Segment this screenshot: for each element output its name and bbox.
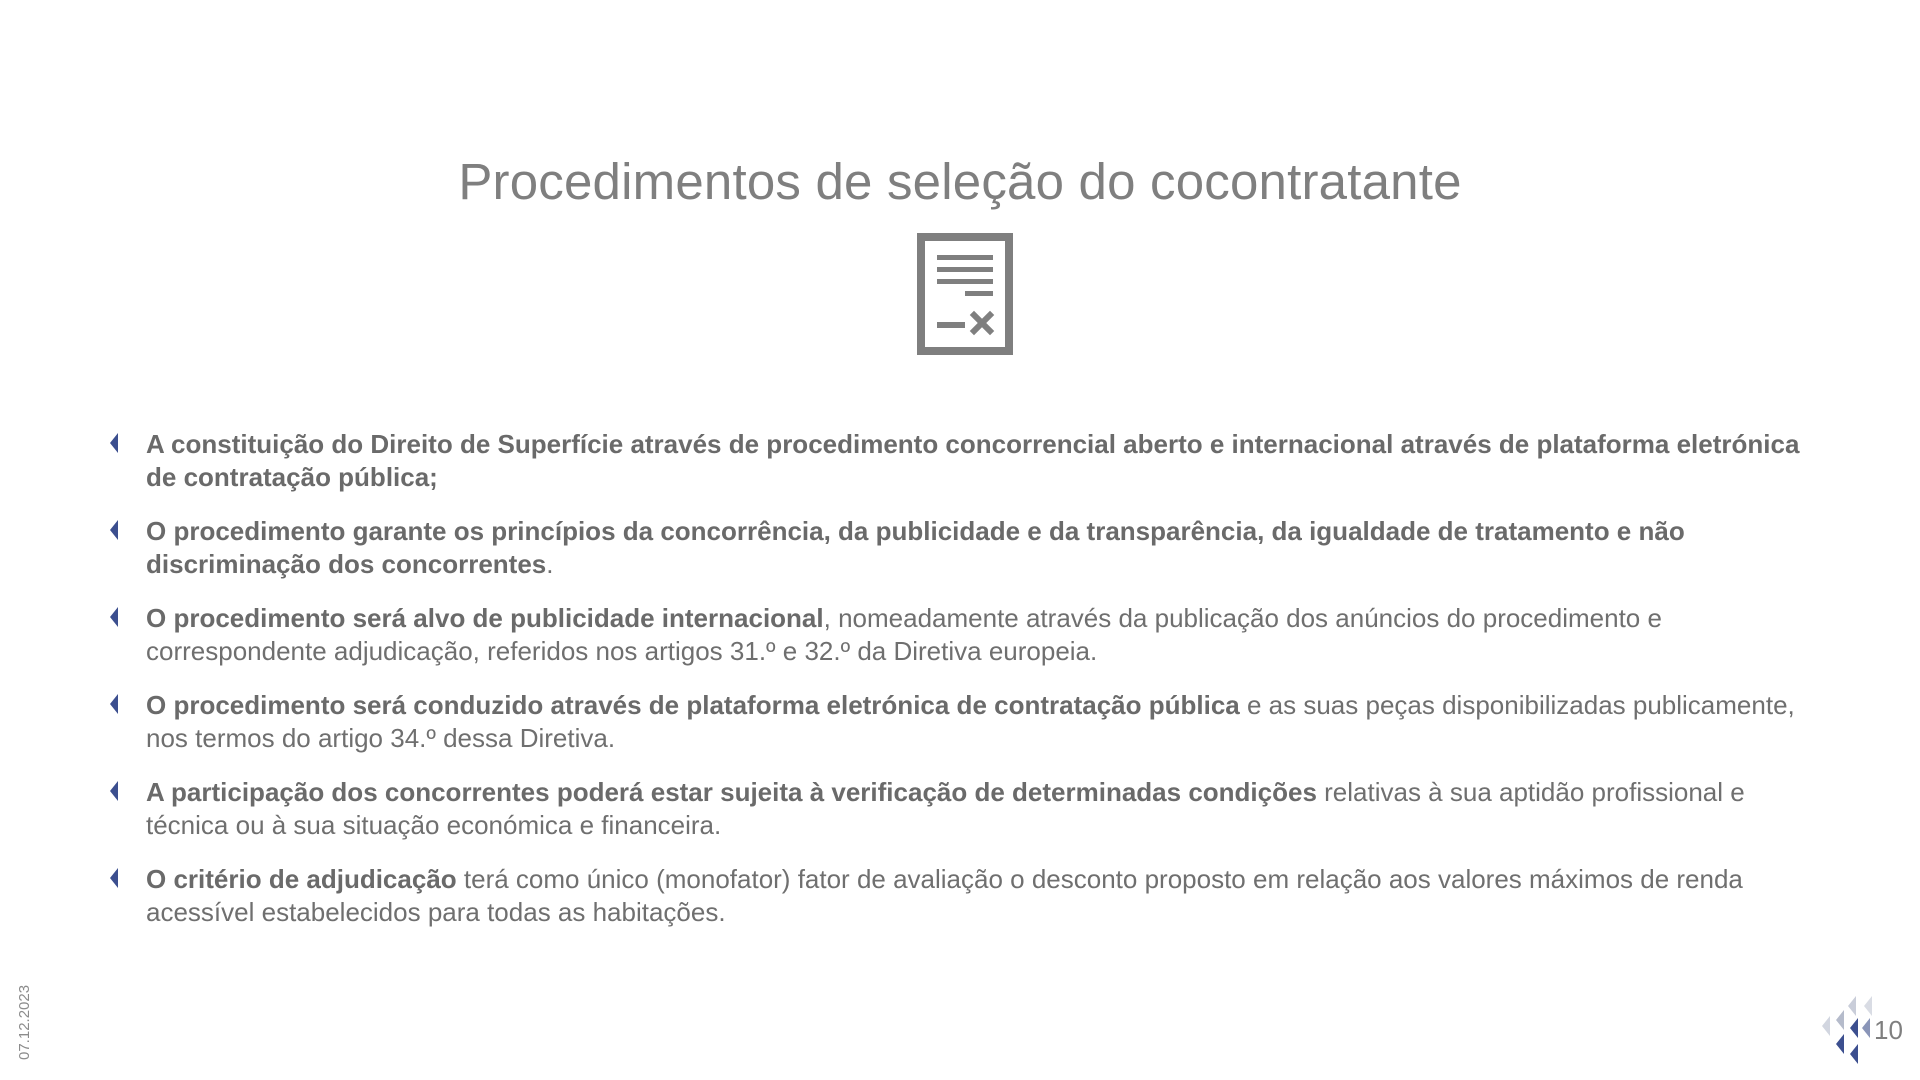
bullet-item	[108, 428, 1828, 494]
bullet-normal-text: terá como único (monofator) fator de avaliação o desconto proposto em relação aos valores máximos de renda acessível estabelecidos para todas as habitações.	[146, 864, 1743, 927]
page-number: 10	[1874, 1015, 1903, 1045]
bullet-normal-text: .	[546, 549, 554, 579]
bullet-bold-text: A constituição do Direito de Superfície através de procedimento concorrencial aberto e internacional através de plataforma eletrónica de contratação pública;	[146, 429, 1800, 492]
bullet-arrow-icon	[108, 606, 120, 628]
bullet-bold-text: O procedimento será conduzido através de plataforma eletrónica de contratação pública	[146, 690, 1240, 720]
bullet-item	[108, 515, 1828, 581]
bullet-normal-text: relativas à sua aptidão profissional e técnica ou à sua situação económica e financeira.	[146, 777, 1745, 840]
bullet-item	[108, 689, 1828, 755]
bullet-item	[108, 863, 1828, 929]
bullet-arrow-icon	[108, 519, 120, 541]
bullet-bold-text: O procedimento será alvo de publicidade internacional	[146, 603, 824, 633]
bullet-item	[108, 602, 1828, 668]
bullet-arrow-icon	[108, 432, 120, 454]
bullet-normal-text: , nomeadamente através da publicação dos anúncios do procedimento e correspondente adjudicação, referidos nos artigos 31.º e 32.º da Diretiva europeia.	[146, 603, 1662, 666]
bullet-bold-text: O critério de adjudicação	[146, 864, 457, 894]
bullet-bold-text: A participação dos concorrentes poderá estar sujeita à verificação de determinadas condições	[146, 777, 1317, 807]
bullet-arrow-icon	[108, 780, 120, 802]
bullet-list	[108, 428, 1828, 950]
bullet-arrow-icon	[108, 867, 120, 889]
slide-title: Procedimentos de seleção do cocontratante	[458, 153, 1462, 210]
bullet-bold-text: O procedimento garante os princípios da concorrência, da publicidade e da transparência, da igualdade de tratamento e não discriminação dos concorrentes	[146, 516, 1685, 579]
bullet-item	[108, 776, 1828, 842]
bullet-normal-text: e as suas peças disponibilizadas publicamente, nos termos do artigo 34.º dessa Diretiva.	[146, 690, 1795, 753]
brand-logo-icon	[1812, 988, 1876, 1068]
bullet-arrow-icon	[108, 693, 120, 715]
document-contract-icon	[917, 233, 1013, 355]
slide-date: 07.12.2023	[16, 984, 33, 1060]
